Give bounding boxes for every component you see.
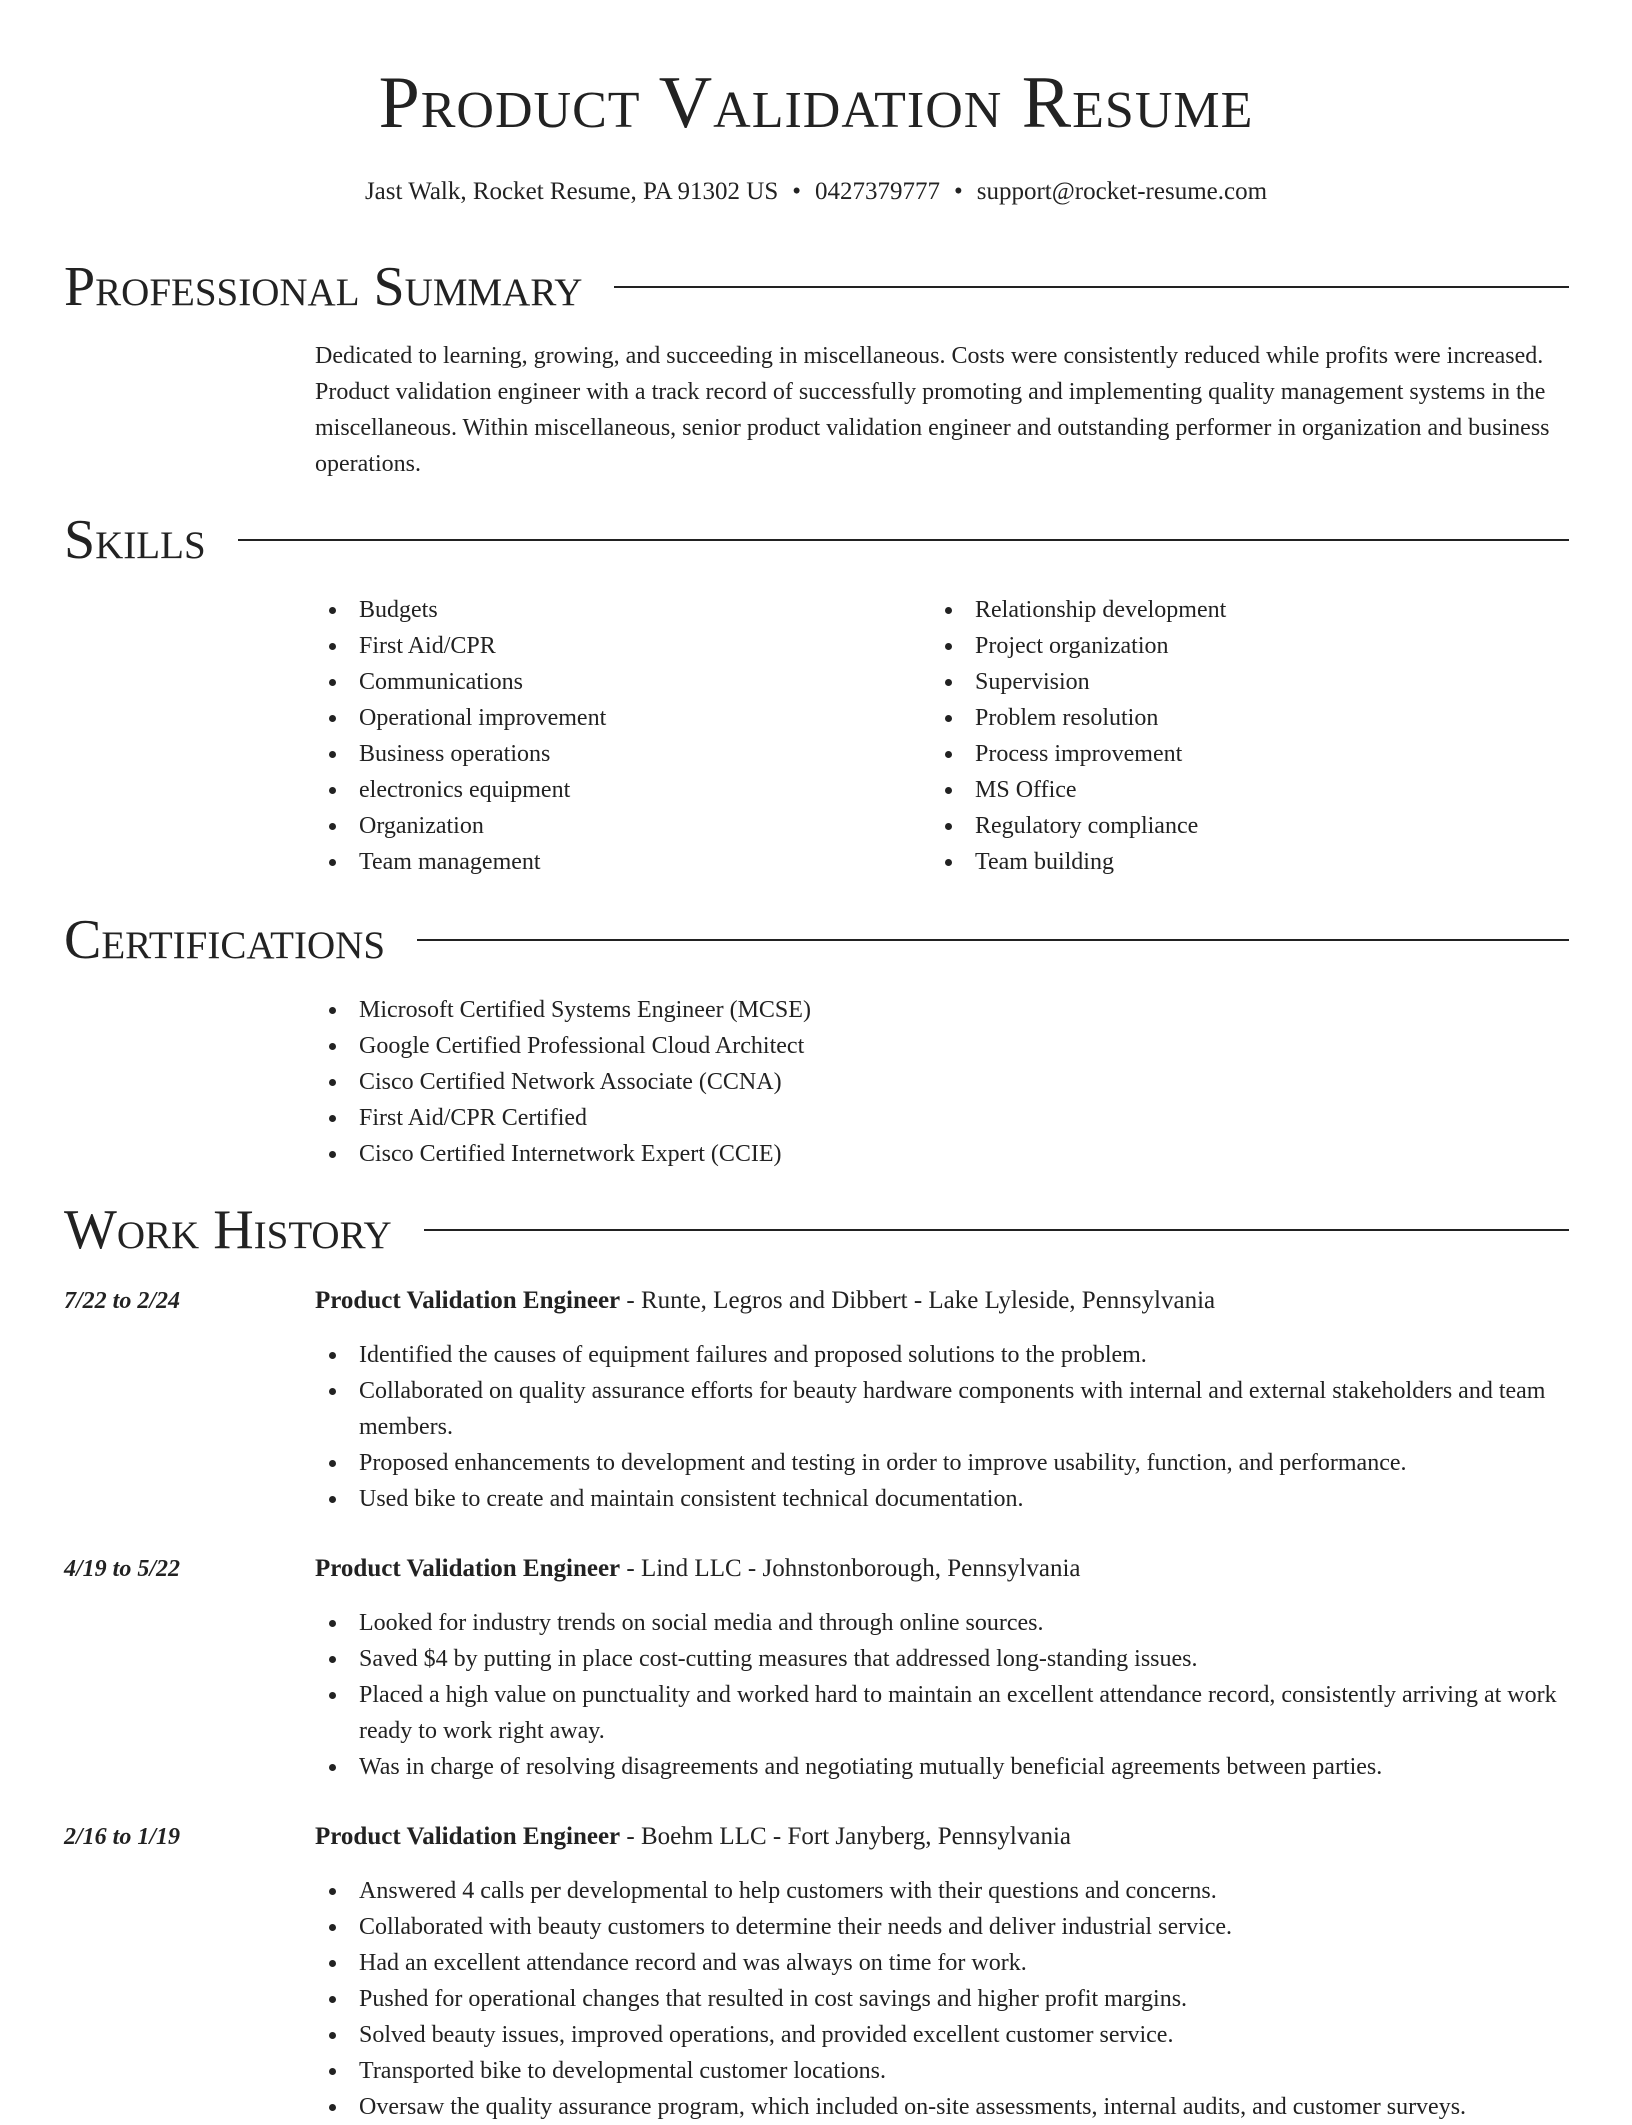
job-title-line — [315, 1551, 1569, 1587]
job-bullet: Was in charge of resolving disagreements and negotiating mutually beneficial agreements between parties. — [315, 1749, 1569, 1785]
skill-item: Communications — [315, 664, 915, 700]
job-bullets — [315, 1873, 1569, 2125]
skill-item: Project organization — [931, 628, 1551, 664]
skill-item: Relationship development — [931, 592, 1551, 628]
job-role: Product Validation Engineer — [315, 1287, 621, 1314]
skill-item: Supervision — [931, 664, 1551, 700]
job-bullet: Collaborated with beauty customers to determine their needs and deliver industrial service. — [315, 1909, 1569, 1945]
job-role: Product Validation Engineer — [315, 1823, 621, 1850]
skill-item: Budgets — [315, 592, 915, 628]
job-bullet: Identified the causes of equipment failures and proposed solutions to the problem. — [315, 1337, 1569, 1373]
section-heading: Certifications — [64, 909, 386, 971]
job-title-line — [315, 1819, 1569, 1855]
certification-item: Google Certified Professional Cloud Architect — [315, 1028, 1569, 1064]
skill-item: Business operations — [315, 736, 915, 772]
section-divider — [614, 286, 1569, 288]
skill-item: Regulatory compliance — [931, 808, 1551, 844]
skill-item: Organization — [315, 808, 915, 844]
skill-item: Process improvement — [931, 736, 1551, 772]
job-bullet: Answered 4 calls per developmental to help customers with their questions and concerns. — [315, 1873, 1569, 1909]
job-bullets — [315, 1605, 1569, 1785]
job-bullet: Proposed enhancements to development and testing in order to improve usability, function, and performance. — [315, 1445, 1569, 1481]
skills-list-left — [315, 592, 915, 880]
section-divider — [417, 939, 1569, 941]
section-divider — [238, 539, 1569, 541]
contact-separator: • — [792, 178, 801, 205]
contact-email: support@rocket-resume.com — [976, 178, 1268, 205]
section-header-certifications — [64, 908, 1569, 972]
section-header-work-history — [64, 1198, 1569, 1262]
certification-item: Cisco Certified Network Associate (CCNA) — [315, 1064, 1569, 1100]
job-bullet: Solved beauty issues, improved operations, and provided excellent customer service. — [315, 2017, 1569, 2053]
skill-item: electronics equipment — [315, 772, 915, 808]
job-role: Product Validation Engineer — [315, 1555, 621, 1582]
section-heading: Skills — [64, 509, 206, 571]
job-bullet: Transported bike to developmental customer locations. — [315, 2053, 1569, 2089]
job-employer-location: - Boehm LLC - Fort Janyberg, Pennsylvania — [620, 1823, 1072, 1850]
skill-item: Operational improvement — [315, 700, 915, 736]
job-bullet: Pushed for operational changes that resulted in cost savings and higher profit margins. — [315, 1981, 1569, 2017]
job-bullet: Saved $4 by putting in place cost-cutting measures that addressed long-standing issues. — [315, 1641, 1569, 1677]
job-bullet: Had an excellent attendance record and was always on time for work. — [315, 1945, 1569, 1981]
job-employer-location: - Lind LLC - Johnstonborough, Pennsylvania — [620, 1555, 1081, 1582]
skill-item: Problem resolution — [931, 700, 1551, 736]
job-bullet: Looked for industry trends on social media and through online sources. — [315, 1605, 1569, 1641]
contact-line — [0, 174, 1632, 210]
certification-item: Microsoft Certified Systems Engineer (MCSE) — [315, 992, 1569, 1028]
certification-item: First Aid/CPR Certified — [315, 1100, 1569, 1136]
skill-item: Team management — [315, 844, 915, 880]
section-heading: Professional Summary — [64, 256, 583, 318]
summary-text: Dedicated to learning, growing, and succeeding in miscellaneous. Costs were consistently reduced while profits were increased. Product validation engineer with a track record of successfully promoting and implementing quality management systems in the miscellaneous. Within miscellaneous, senior product validation engineer and outstanding performer in organization and business operations. — [315, 343, 1550, 477]
job-bullets — [315, 1337, 1569, 1517]
skills-list-right — [931, 592, 1551, 880]
section-heading: Work History — [64, 1199, 392, 1261]
skill-item: Team building — [931, 844, 1551, 880]
contact-separator: • — [953, 178, 963, 205]
job-bullet: Placed a high value on punctuality and worked hard to maintain an excellent attendance record, consistently arriving at work ready to work right away. — [315, 1677, 1569, 1749]
contact-address: Jast Walk, Rocket Resume, PA 91302 US — [364, 178, 779, 205]
job-dates: 4/19 to 5/22 — [64, 1556, 181, 1582]
job-bullet: Used bike to create and maintain consistent technical documentation. — [315, 1481, 1569, 1517]
job-dates: 7/22 to 2/24 — [64, 1288, 181, 1314]
section-header-summary — [64, 255, 1569, 319]
job-title-line — [315, 1283, 1569, 1319]
skill-item: MS Office — [931, 772, 1551, 808]
certification-item: Cisco Certified Internetwork Expert (CCIE) — [315, 1136, 1569, 1172]
contact-phone: 0427379777 — [814, 178, 940, 205]
section-divider — [424, 1229, 1569, 1231]
job-dates: 2/16 to 1/19 — [64, 1824, 181, 1850]
resume-title: Product Validation Resume — [378, 62, 1254, 144]
job-bullet: Collaborated on quality assurance efforts for beauty hardware components with internal and external stakeholders and team members. — [315, 1373, 1569, 1445]
job-employer-location: - Runte, Legros and Dibbert - Lake Lyleside, Pennsylvania — [620, 1287, 1216, 1314]
skill-item: First Aid/CPR — [315, 628, 915, 664]
certifications-list — [315, 992, 1569, 1172]
section-header-skills — [64, 508, 1569, 572]
job-bullet: Oversaw the quality assurance program, which included on-site assessments, internal audits, and customer surveys. — [315, 2089, 1569, 2125]
